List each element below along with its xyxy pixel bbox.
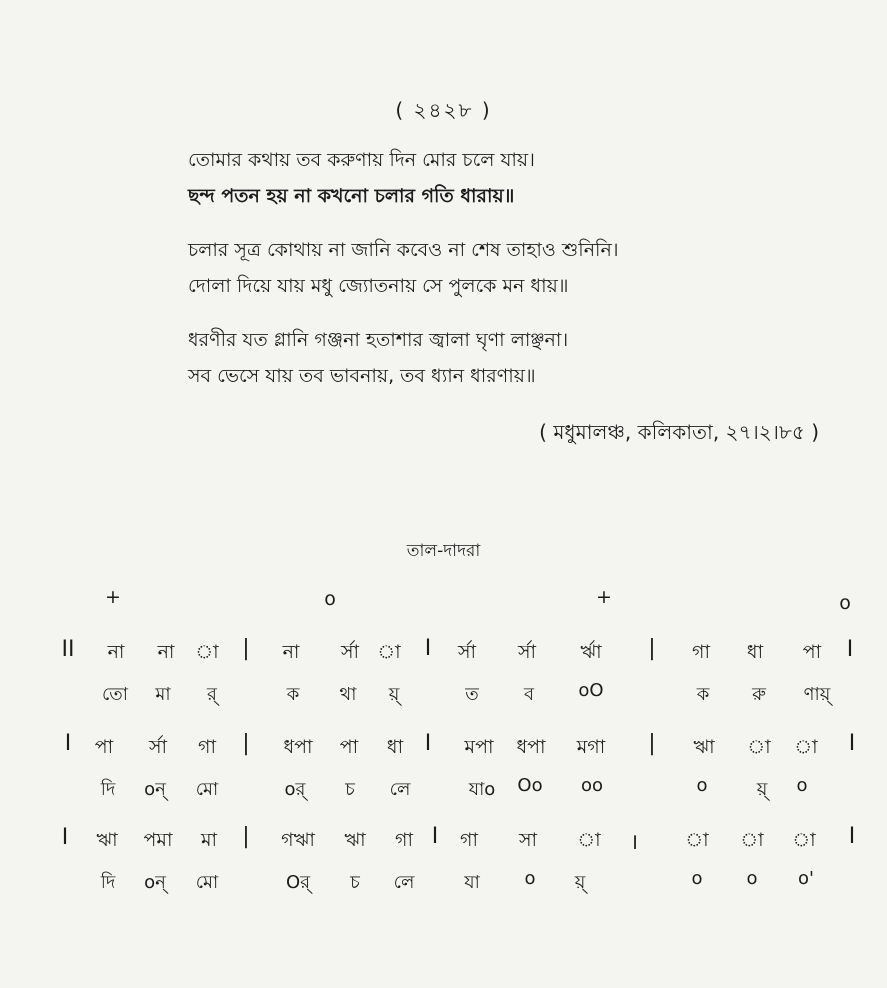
note: না (107, 641, 125, 663)
note: ধপা (516, 736, 546, 758)
note: মা (200, 829, 218, 851)
syllable: চ (350, 872, 360, 893)
syllable: ক (286, 684, 300, 705)
note: ঋা (96, 829, 118, 851)
bar-line: | (648, 731, 656, 756)
syllable: o' (798, 868, 814, 889)
start-bar: I (61, 825, 69, 850)
note: ধা (746, 641, 764, 663)
note: না (157, 641, 175, 663)
note: র্সা (148, 736, 168, 758)
syllable: o (746, 868, 758, 889)
syllable: Oর্ (285, 872, 311, 893)
syllable: রু (752, 684, 766, 705)
bar-line: | (648, 636, 656, 661)
note: ঋা (693, 736, 715, 758)
note: গা (692, 641, 710, 663)
bar-line: I (431, 824, 439, 849)
taal-title: তাল-দাদরা (406, 541, 481, 561)
note: গা (395, 829, 413, 851)
song-number: ( ২৪২৮ ) (395, 98, 492, 122)
note: পা (94, 736, 114, 758)
lyric-line-3: চলার সূত্র কোথায় না জানি কবেও না শেষ তাহাও শুনিনি। (188, 239, 619, 261)
syllable: oর্ (284, 779, 306, 800)
syllable: য়্ (756, 779, 768, 800)
note: া (747, 736, 771, 758)
syllable: ত (465, 684, 479, 705)
syllable: যাo (468, 779, 496, 800)
note: সা (518, 829, 538, 851)
syllable: oo (580, 775, 604, 796)
lyric-line-1: তোমার কথায় তব করুণায় দিন মোর চলে যায়। (188, 149, 535, 171)
note: র্সা (340, 641, 360, 663)
syllable: o (524, 868, 536, 889)
syllable: ণায়্ (803, 684, 831, 705)
lyric-line-5: ধরণীর যত গ্লানি গঞ্জনা হতাশার জ্বালা ঘৃণা লাঞ্ছনা। (188, 329, 569, 351)
beat-mark: + (596, 586, 612, 608)
lyric-line-2: ছন্দ পতন হয় না কখনো চলার গতি ধারায়॥ (188, 185, 515, 207)
syllable: চ (345, 779, 355, 800)
syllable: oO (578, 680, 604, 701)
syllable: থা (339, 684, 357, 705)
note: া (685, 829, 709, 851)
bar-line: । (629, 830, 639, 855)
note: মপা (464, 736, 494, 758)
bar-line: I (848, 824, 856, 849)
beat-mark: o (324, 588, 336, 610)
start-bar: II (61, 637, 75, 662)
source-note: ( মধুমালঞ্চ, কলিকাতা, ২৭।২।৮৫ ) (539, 420, 819, 444)
syllable: o (691, 868, 703, 889)
note: গঋা (281, 829, 315, 851)
lyric-line-4: দোলা দিয়ে যায় মধু জ্যোতনায় সে পুলকে মন ধায়॥ (188, 275, 569, 297)
syllable: লে (393, 872, 415, 893)
syllable: মো (195, 872, 219, 893)
syllable: র্ (207, 684, 217, 705)
syllable: মো (195, 779, 219, 800)
syllable: ব (523, 684, 535, 705)
syllable: দি (100, 872, 116, 893)
syllable: যা (464, 872, 480, 893)
note: া (195, 641, 219, 663)
syllable: oন্ (144, 779, 166, 800)
syllable: ক (696, 684, 710, 705)
syllable: লে (389, 779, 411, 800)
note: া (377, 641, 401, 663)
start-bar: I (64, 731, 72, 756)
bar-line: I (424, 636, 432, 661)
lyric-line-6: সব ভেসে যায় তব ভাবনায়, তব ধ্যান ধারণায়॥ (188, 365, 536, 387)
beat-mark: + (105, 586, 121, 608)
beat-mark: o (839, 592, 851, 614)
syllable: য়্ (574, 872, 586, 893)
note: া (792, 829, 816, 851)
note: গা (460, 829, 478, 851)
note: র্সা (517, 641, 537, 663)
bar-line: I (848, 731, 856, 756)
syllable: দি (100, 779, 116, 800)
syllable: তো (101, 684, 129, 705)
note: পমা (143, 829, 173, 851)
bar-line: I (846, 637, 854, 662)
note: ধা (386, 736, 404, 758)
syllable: মা (155, 684, 171, 705)
note: মগা (576, 736, 606, 758)
note: া (577, 829, 601, 851)
bar-line: I (424, 731, 432, 756)
bar-line: | (242, 731, 250, 756)
note: গা (198, 736, 216, 758)
syllable: o (696, 775, 708, 796)
note: পা (339, 736, 359, 758)
note: র্সা (457, 641, 477, 663)
note: র্ঋা (580, 641, 602, 663)
bar-line: | (242, 824, 250, 849)
note: া (740, 829, 764, 851)
bar-line: | (242, 636, 250, 661)
note: া (794, 736, 818, 758)
syllable: Oo (517, 775, 543, 796)
syllable: o (796, 775, 808, 796)
syllable: oন্ (144, 872, 166, 893)
note: ধপা (283, 736, 313, 758)
note: না (282, 641, 300, 663)
note: ঋা (344, 829, 366, 851)
note: পা (802, 641, 822, 663)
syllable: য়্ (388, 684, 400, 705)
